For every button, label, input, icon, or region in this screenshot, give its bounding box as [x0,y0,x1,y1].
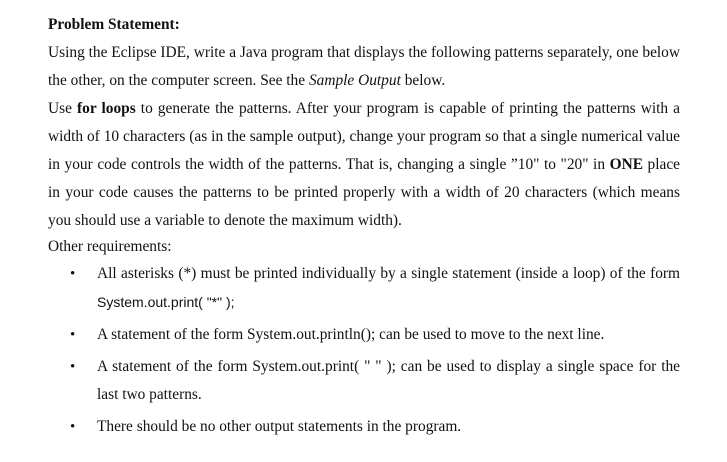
requirement-item [48,413,680,441]
instructions-text-3: place in your code causes the patterns to be printed properly with a width of 20 characters (which means you should use a variable to denote the maximum width). [48,156,681,229]
problem-statement-heading: Problem Statement: [48,16,180,33]
intro-paragraph [48,39,680,95]
instructions-paragraph [48,95,680,235]
bullet-icon: • [70,419,76,435]
bullet-icon: • [70,266,76,282]
requirement-text: A statement of the form System.out.print( " " ); can be used to display a single space for the last two patterns. [97,358,680,403]
intro-text-1: Using the Eclipse IDE, write a Java program that displays the following patterns separately, one below the other, on the computer screen. See the [48,44,680,89]
requirement-text: A statement of the form System.out.println(); can be used to move to the next line. [97,326,605,343]
intro-text-2: below. [400,72,446,89]
requirement-item [48,321,680,349]
requirement-text: All asterisks (*) must be printed individually by a single statement (inside a loop) of the form [97,265,680,282]
requirement-text: There should be no other output statements in the program. [97,418,462,435]
one-emphasis: ONE [609,156,643,173]
requirements-list [48,260,680,441]
other-requirements-label: Other requirements: [48,238,172,255]
requirement-code: System.out.print( "*" ); [97,294,235,310]
instructions-text-1: Use [48,100,78,117]
for-loops-emphasis: for loops [77,100,136,117]
sample-output-reference: Sample Output [308,72,401,89]
document-body [48,14,680,441]
bullet-icon: • [70,359,76,375]
bullet-icon: • [70,327,76,343]
instructions-text-2: to generate the patterns. After your program is capable of printing the patterns with a width of 10 characters (as in the sample output), change your program so that a single numerical value in your code controls the width of the patterns. That is, changing a single ”10" to "20" in [48,100,681,173]
requirement-item [48,353,680,409]
requirement-item [48,260,680,317]
